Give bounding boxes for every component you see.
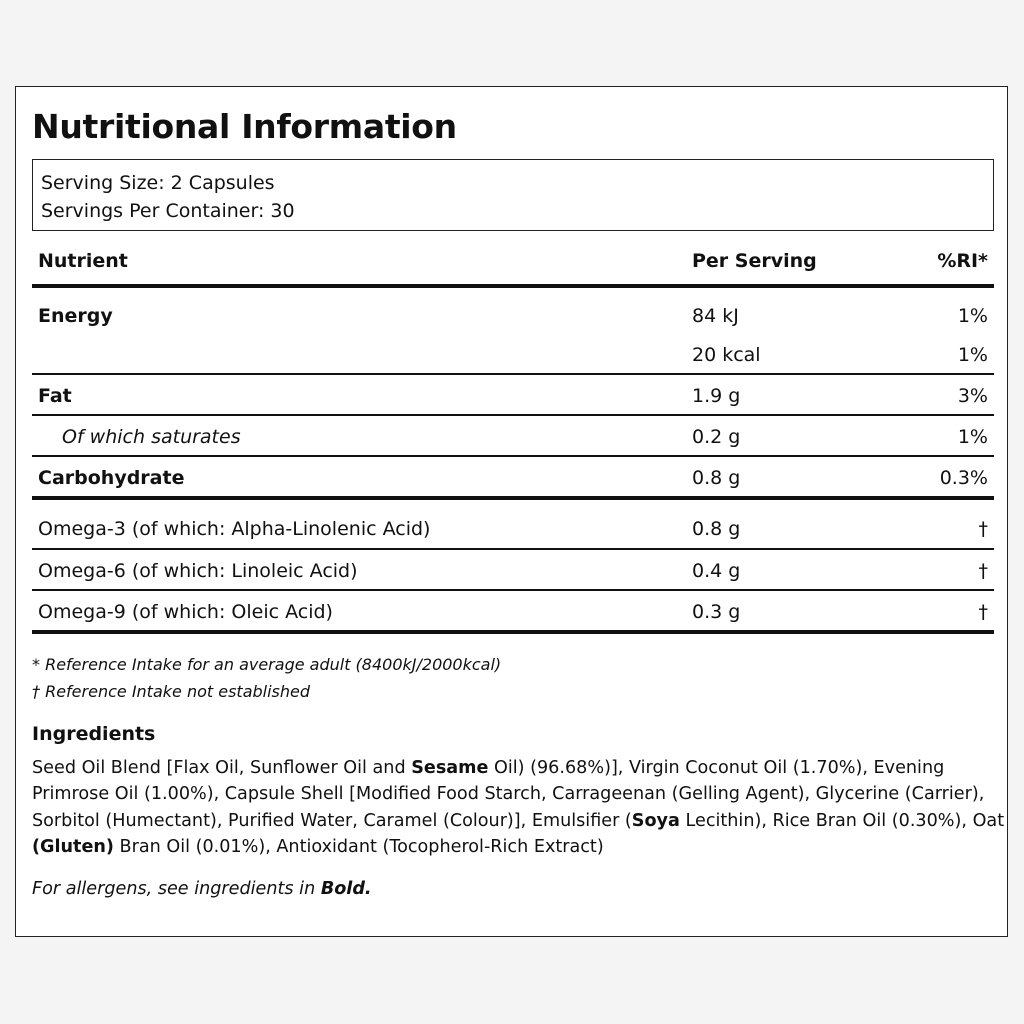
ri-value: † [978, 601, 988, 623]
allergen-soya: Soya [631, 810, 680, 831]
table-row [32, 593, 994, 633]
per-serving-value: 0.8 g [692, 467, 741, 489]
ingredients-line [32, 808, 1005, 834]
ingredients-segment: Oil) (96.68%)], Virgin Coconut Oil (1.70%), Evening [488, 758, 945, 778]
ingredients-line [32, 781, 996, 807]
table-header [32, 250, 994, 284]
ingredients-segment: Bran Oil (0.01%), Antioxidant (Tocopherol-Rich Extract) [113, 836, 604, 857]
table-row [32, 552, 994, 592]
ingredients-segment: Sorbitol (Humectant), Purified Water, Caramel (Colour)], Emulsifier ( [32, 810, 632, 831]
allergen-note-text: For allergens, see ingredients in [32, 879, 321, 899]
table-row [32, 459, 994, 499]
row-divider [32, 548, 994, 550]
serving-info-box [32, 159, 994, 231]
section-divider [32, 496, 994, 500]
nutrient-name: Omega-9 (of which: Oleic Acid) [38, 601, 333, 623]
per-serving-value: 0.3 g [692, 601, 741, 623]
per-serving-value: 84 kJ [692, 305, 739, 327]
ingredients-segment: Lecithin), Rice Bran Oil (0.30%), Oat [679, 810, 1005, 831]
nutrient-name: Carbohydrate [38, 467, 185, 489]
per-serving-value: 1.9 g [692, 385, 741, 407]
nutrient-name: Of which saturates [62, 426, 241, 448]
ri-value: 1% [957, 305, 988, 327]
row-divider [32, 373, 994, 375]
per-serving-value: 20 kcal [692, 344, 761, 366]
header-per-serving: Per Serving [692, 250, 817, 272]
table-row [32, 336, 994, 376]
per-serving-value: 0.4 g [692, 560, 741, 582]
nutrient-name: Omega-3 (of which: Alpha-Linolenic Acid) [38, 518, 431, 540]
footnote-not-established: † Reference Intake not established [32, 682, 311, 701]
allergen-note-bold: Bold. [320, 879, 372, 899]
page-title: Nutritional Information [32, 107, 457, 146]
table-row [32, 418, 994, 458]
table-row [32, 510, 994, 550]
allergen-sesame: Sesame [411, 758, 489, 778]
table-row [32, 297, 994, 337]
footnote-ri: * Reference Intake for an average adult (8400kJ/2000kcal) [32, 655, 502, 674]
per-serving-value: 0.2 g [692, 426, 741, 448]
footnotes [32, 651, 501, 705]
ri-value: 1% [957, 426, 988, 448]
ri-value: 1% [957, 344, 988, 366]
servings-per-container: Servings Per Container: 30 [41, 200, 295, 222]
ingredients-segment: Primrose Oil (1.00%), Capsule Shell [Modified Food Starch, Carrageenan (Gelling Agent), Glycerine (Carrier), [32, 784, 985, 805]
header-divider [32, 284, 994, 288]
ri-value: † [978, 560, 988, 582]
header-nutrient: Nutrient [38, 250, 128, 272]
ingredients-text [32, 755, 1005, 860]
row-divider [32, 589, 994, 591]
ingredients-line [32, 755, 996, 781]
allergen-note [32, 879, 372, 899]
row-divider [32, 414, 994, 416]
allergen-gluten: (Gluten) [32, 836, 114, 857]
per-serving-value: 0.8 g [692, 518, 741, 540]
row-divider [32, 455, 994, 457]
table-row [32, 377, 994, 417]
table-bottom-divider [32, 630, 994, 634]
ri-value: 0.3% [939, 467, 988, 489]
ingredients-heading: Ingredients [32, 723, 156, 745]
ingredients-segment: Seed Oil Blend [Flax Oil, Sunflower Oil and [32, 758, 412, 778]
nutrition-label-panel [15, 86, 1008, 937]
nutrient-name: Omega-6 (of which: Linoleic Acid) [38, 560, 358, 582]
header-ri: %RI* [937, 250, 988, 272]
ri-value: † [978, 518, 988, 540]
nutrient-name: Fat [38, 385, 72, 407]
ri-value: 3% [957, 385, 988, 407]
serving-size: Serving Size: 2 Capsules [41, 172, 275, 194]
nutrient-name: Energy [38, 305, 113, 327]
ingredients-line [32, 834, 996, 860]
